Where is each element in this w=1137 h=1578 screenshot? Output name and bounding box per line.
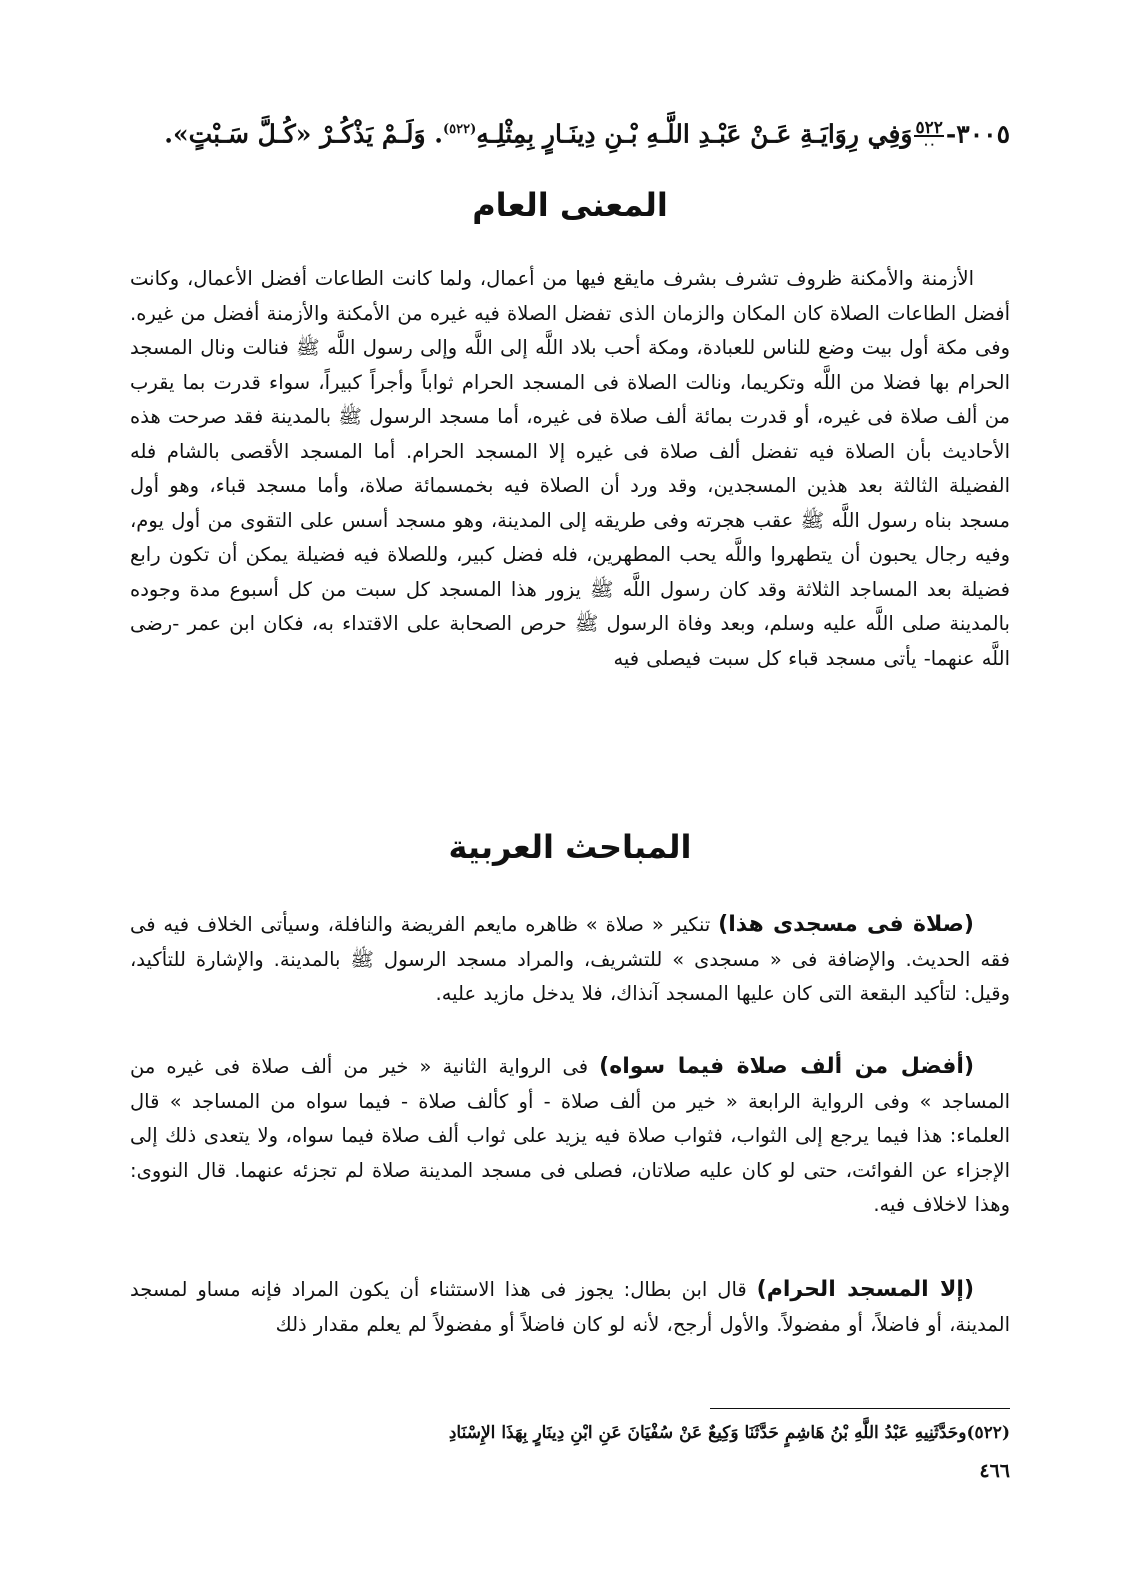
topic-paragraph	[130, 908, 1010, 1012]
section-heading-general-meaning: المعنى العام	[472, 186, 668, 224]
topic-text: تنكير « صلاة » ظاهره مايعم الفريضة والنافلة، وسيأتى الخلاف فيه فى فقه الحديث. والإضافة فى « مسجدى » للتشريف، والمراد مسجد الرسول ﷺ بالمدينة. والإشارة للتأكيد، وقيل: لتأكيد البقعة التى كان عليها المسجد آنذاك، فلا يدخل مازيد عليه.	[130, 913, 1010, 1005]
hadith-text: وَفِي رِوَايَـةِ عَـنْ عَبْـدِ اللَّـهِ بْـنِ دِينَـارٍ بِمِثْلِـهِ	[476, 119, 913, 149]
topic-paragraph	[130, 1050, 1010, 1223]
document-page	[130, 0, 1010, 1578]
hadith-line	[130, 108, 1010, 156]
topic-lead: (أفضل من ألف صلاة فيما سواه)	[599, 1054, 975, 1079]
topic-lead: (صلاة فى مسجدى هذا)	[718, 912, 974, 937]
hadith-sub-number-bottom: ٠٠	[922, 136, 936, 151]
footnote: (٥٢٢)وحَدَّثَنِيهِ عَبْدُ اللَّهِ بْنُ هَاشِمٍ حَدَّثَنَا وَكِيعٌ عَنْ سُفْيَانَ عَنِ ابْنِ دِينَارٍ بِهَذَا الإِسْنَادِ	[448, 1423, 1010, 1443]
section-heading-arabic-topics: المباحث العربية	[448, 828, 692, 866]
hadith-tail: . وَلَـمْ يَذْكُـرْ «كُـلَّ سَـبْتٍ».	[164, 119, 443, 149]
footnote-divider	[710, 1408, 1010, 1409]
page-number: ٤٦٦	[979, 1460, 1010, 1482]
hadith-sub-number	[914, 117, 943, 151]
hadith-sub-number-top: ٥٢٢	[915, 117, 943, 138]
topic-text: فى الرواية الثانية « خير من ألف صلاة فى غيره من المساجد » وفى الرواية الرابعة « خير من ألف صلاة - أو كألف صلاة - فيما سواه من المساجد » قال العلماء: هذا فيما يرجع إلى الثواب، فثواب صلاة فيه يزيد على ثواب ألف صلاة فيما سواه، ولا يتعدى ذلك إلى الإجزاء عن الفوائت، حتى لو كان عليه صلاتان، فصلى فى مسجد المدينة صلاة لم تجزئه عنهما. قال النووى: وهذا لاخلاف فيه.	[130, 1055, 1010, 1216]
topic-lead: (إلا المسجد الحرام)	[756, 1277, 975, 1302]
footnote-reference: (٥٢٢)	[442, 122, 477, 137]
general-meaning-paragraph: الأزمنة والأمكنة ظروف تشرف بشرف مايقع فيها من أعمال، ولما كانت الطاعات أفضل الأعمال، وكانت أفضل الطاعات الصلاة كان المكان والزمان الذى تفضل الصلاة فيه غيره من الأمكنة والأزمنة أفضل من غيره. وفى مكة أول بيت وضع للناس للعبادة، ومكة أحب بلاد اللَّه إلى اللَّه وإلى رسول اللَّه ﷺ فنالت ونال المسجد الحرام بها فضلا من اللَّه وتكريما، ونالت الصلاة فى المسجد الحرام ثواباً وأجراً كبيراً، سواء قدرت بما يقرب من ألف صلاة فى غيره، أو قدرت بمائة ألف صلاة فى غيره، أما مسجد الرسول ﷺ بالمدينة فقد صرحت هذه الأحاديث بأن الصلاة فيه تفضل ألف صلاة فى غيره إلا المسجد الحرام. أما المسجد الأقصى بالشام فله الفضيلة الثالثة بعد هذين المسجدين، وقد ورد أن الصلاة فيه بخمسمائة صلاة، وأما مسجد قباء، وهو أول مسجد بناه رسول اللَّه ﷺ عقب هجرته وفى طريقه إلى المدينة، وهو مسجد أسس على التقوى من أول يوم، وفيه رجال يحبون أن يتطهروا واللَّه يحب المطهرين، فله فضل كبير، وللصلاة فيه فضيلة يمكن أن تكون رابع فضيلة بعد المساجد الثلاثة وقد كان رسول اللَّه ﷺ يزور هذا المسجد كل سبت من كل أسبوع مدة وجوده بالمدينة صلى اللَّه عليه وسلم، وبعد وفاة الرسول ﷺ حرص الصحابة على الاقتداء به، فكان ابن عمر -رضى اللَّه عنهما- يأتى مسجد قباء كل سبت فيصلى فيه	[130, 267, 1010, 670]
hadith-number: ٣٠٠٥-	[945, 119, 1010, 149]
topic-paragraph	[130, 1273, 1010, 1342]
topic-text: قال ابن بطال: يجوز فى هذا الاستثناء أن يكون المراد فإنه مساو لمسجد المدينة، أو فاضلاً، أو مفضولاً. والأول أرجح، لأنه لو كان فاضلاً أو مفضولاً لم يعلم مقدار ذلك	[130, 1278, 1010, 1336]
